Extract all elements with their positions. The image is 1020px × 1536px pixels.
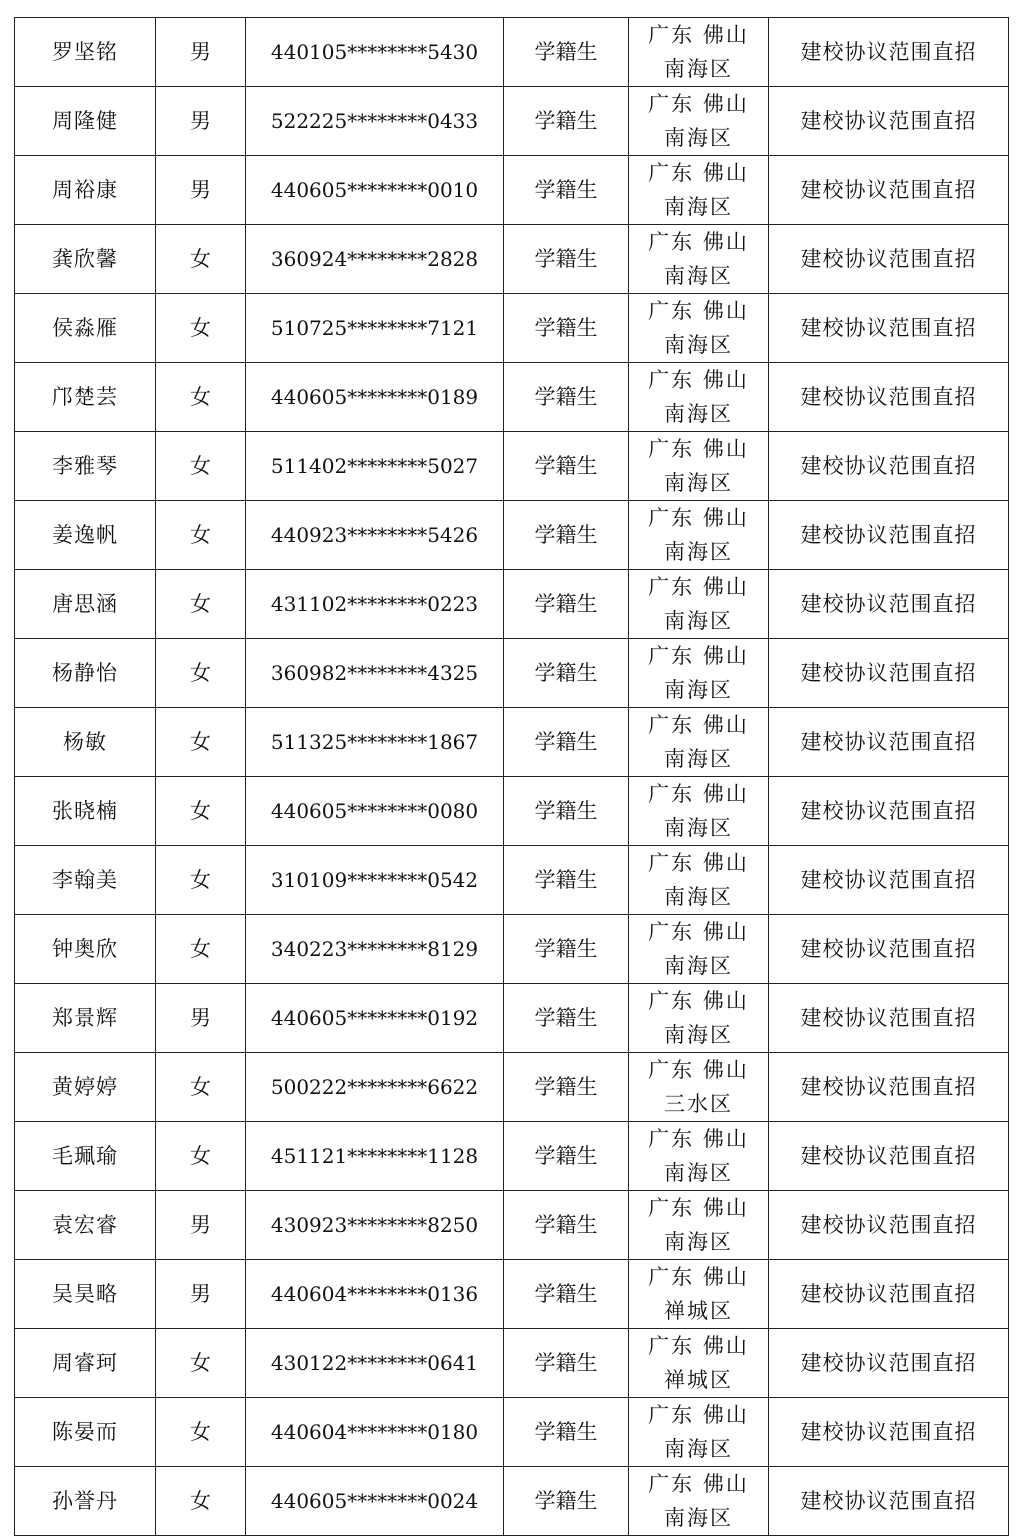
location-cell <box>629 432 769 501</box>
gender-cell: 女 <box>156 915 246 984</box>
gender-cell: 男 <box>156 156 246 225</box>
id-number-cell: 440105********5430 <box>246 18 504 87</box>
enrollment-status-cell: 学籍生 <box>504 501 629 570</box>
enrollment-status-cell: 学籍生 <box>504 1053 629 1122</box>
id-number-cell: 430923********8250 <box>246 1191 504 1260</box>
gender-cell: 女 <box>156 708 246 777</box>
student-name-cell: 李翰美 <box>15 846 156 915</box>
student-name-cell: 吴昊略 <box>15 1260 156 1329</box>
enrollment-status-cell: 学籍生 <box>504 1260 629 1329</box>
id-number-cell: 440605********0192 <box>246 984 504 1053</box>
admission-type-cell: 建校协议范围直招 <box>769 570 1009 639</box>
student-name-cell: 唐思涵 <box>15 570 156 639</box>
gender-cell: 女 <box>156 363 246 432</box>
student-name-cell: 龚欣馨 <box>15 225 156 294</box>
location-line-province-city: 广东 佛山 <box>648 368 749 392</box>
enrollment-status-cell: 学籍生 <box>504 432 629 501</box>
location-line-province-city: 广东 佛山 <box>648 23 749 47</box>
location-line-district: 南海区 <box>664 402 733 426</box>
student-name-cell: 邝楚芸 <box>15 363 156 432</box>
location-cell <box>629 984 769 1053</box>
location-cell <box>629 1053 769 1122</box>
gender-cell: 女 <box>156 846 246 915</box>
student-name-cell: 钟奥欣 <box>15 915 156 984</box>
table-row <box>15 87 1009 156</box>
location-line-province-city: 广东 佛山 <box>648 437 749 461</box>
gender-cell: 女 <box>156 1053 246 1122</box>
id-number-cell: 440605********0080 <box>246 777 504 846</box>
gender-cell: 女 <box>156 1467 246 1536</box>
location-line-district: 南海区 <box>664 1506 733 1530</box>
admission-type-cell: 建校协议范围直招 <box>769 363 1009 432</box>
admission-type-cell: 建校协议范围直招 <box>769 1191 1009 1260</box>
enrollment-status-cell: 学籍生 <box>504 363 629 432</box>
admission-type-cell: 建校协议范围直招 <box>769 294 1009 363</box>
gender-cell: 男 <box>156 18 246 87</box>
gender-cell: 女 <box>156 1329 246 1398</box>
location-line-district: 南海区 <box>664 885 733 909</box>
location-line-district: 南海区 <box>664 1161 733 1185</box>
id-number-cell: 440605********0024 <box>246 1467 504 1536</box>
gender-cell: 女 <box>156 777 246 846</box>
student-name-cell: 李雅琴 <box>15 432 156 501</box>
id-number-cell: 440605********0010 <box>246 156 504 225</box>
location-line-district: 南海区 <box>664 1023 733 1047</box>
location-line-district: 南海区 <box>664 333 733 357</box>
gender-cell: 男 <box>156 87 246 156</box>
enrollment-status-cell: 学籍生 <box>504 1329 629 1398</box>
location-line-province-city: 广东 佛山 <box>648 920 749 944</box>
location-line-district: 三水区 <box>664 1092 733 1116</box>
location-line-province-city: 广东 佛山 <box>648 782 749 806</box>
location-cell <box>629 1467 769 1536</box>
location-cell <box>629 1191 769 1260</box>
location-line-province-city: 广东 佛山 <box>648 230 749 254</box>
id-number-cell: 522225********0433 <box>246 87 504 156</box>
location-line-district: 南海区 <box>664 954 733 978</box>
admission-type-cell: 建校协议范围直招 <box>769 846 1009 915</box>
location-line-province-city: 广东 佛山 <box>648 161 749 185</box>
location-line-province-city: 广东 佛山 <box>648 1403 749 1427</box>
location-cell <box>629 570 769 639</box>
location-line-district: 禅城区 <box>664 1368 733 1392</box>
table-row <box>15 1053 1009 1122</box>
table-row <box>15 570 1009 639</box>
enrollment-status-cell: 学籍生 <box>504 708 629 777</box>
enrollment-status-cell: 学籍生 <box>504 1122 629 1191</box>
enrollment-status-cell: 学籍生 <box>504 639 629 708</box>
table-row <box>15 156 1009 225</box>
enrollment-status-cell: 学籍生 <box>504 846 629 915</box>
id-number-cell: 511402********5027 <box>246 432 504 501</box>
location-line-province-city: 广东 佛山 <box>648 92 749 116</box>
id-number-cell: 440604********0180 <box>246 1398 504 1467</box>
location-cell <box>629 708 769 777</box>
enrollment-status-cell: 学籍生 <box>504 87 629 156</box>
gender-cell: 女 <box>156 501 246 570</box>
id-number-cell: 440923********5426 <box>246 501 504 570</box>
student-name-cell: 周隆健 <box>15 87 156 156</box>
gender-cell: 女 <box>156 294 246 363</box>
student-name-cell: 孙誉丹 <box>15 1467 156 1536</box>
location-line-district: 南海区 <box>664 1230 733 1254</box>
location-cell <box>629 1260 769 1329</box>
id-number-cell: 510725********7121 <box>246 294 504 363</box>
location-cell <box>629 156 769 225</box>
enrollment-status-cell: 学籍生 <box>504 156 629 225</box>
location-cell <box>629 777 769 846</box>
id-number-cell: 360982********4325 <box>246 639 504 708</box>
student-name-cell: 罗坚铭 <box>15 18 156 87</box>
admission-type-cell: 建校协议范围直招 <box>769 1053 1009 1122</box>
admission-type-cell: 建校协议范围直招 <box>769 87 1009 156</box>
location-line-province-city: 广东 佛山 <box>648 1127 749 1151</box>
location-line-district: 南海区 <box>664 609 733 633</box>
location-cell <box>629 363 769 432</box>
location-line-district: 南海区 <box>664 126 733 150</box>
enrollment-status-cell: 学籍生 <box>504 1467 629 1536</box>
roster-body <box>15 18 1009 1536</box>
gender-cell: 女 <box>156 570 246 639</box>
location-line-province-city: 广东 佛山 <box>648 506 749 530</box>
location-cell <box>629 87 769 156</box>
location-line-province-city: 广东 佛山 <box>648 989 749 1013</box>
location-line-province-city: 广东 佛山 <box>648 1334 749 1358</box>
location-line-province-city: 广东 佛山 <box>648 1472 749 1496</box>
location-line-district: 南海区 <box>664 540 733 564</box>
table-row <box>15 1191 1009 1260</box>
id-number-cell: 440605********0189 <box>246 363 504 432</box>
admission-type-cell: 建校协议范围直招 <box>769 1329 1009 1398</box>
location-line-province-city: 广东 佛山 <box>648 575 749 599</box>
table-row <box>15 294 1009 363</box>
admission-type-cell: 建校协议范围直招 <box>769 1467 1009 1536</box>
admission-type-cell: 建校协议范围直招 <box>769 1398 1009 1467</box>
location-line-province-city: 广东 佛山 <box>648 1058 749 1082</box>
location-line-district: 南海区 <box>664 747 733 771</box>
location-line-province-city: 广东 佛山 <box>648 851 749 875</box>
gender-cell: 男 <box>156 1260 246 1329</box>
table-row <box>15 915 1009 984</box>
table-row <box>15 1329 1009 1398</box>
student-name-cell: 毛珮瑜 <box>15 1122 156 1191</box>
location-line-province-city: 广东 佛山 <box>648 1196 749 1220</box>
id-number-cell: 340223********8129 <box>246 915 504 984</box>
id-number-cell: 500222********6622 <box>246 1053 504 1122</box>
student-name-cell: 杨敏 <box>15 708 156 777</box>
student-name-cell: 袁宏睿 <box>15 1191 156 1260</box>
admission-type-cell: 建校协议范围直招 <box>769 225 1009 294</box>
location-line-district: 南海区 <box>664 816 733 840</box>
location-line-district: 南海区 <box>664 471 733 495</box>
location-line-province-city: 广东 佛山 <box>648 1265 749 1289</box>
table-row <box>15 1122 1009 1191</box>
student-name-cell: 侯淼雁 <box>15 294 156 363</box>
id-number-cell: 360924********2828 <box>246 225 504 294</box>
gender-cell: 男 <box>156 1191 246 1260</box>
enrollment-status-cell: 学籍生 <box>504 294 629 363</box>
id-number-cell: 440604********0136 <box>246 1260 504 1329</box>
enrollment-status-cell: 学籍生 <box>504 18 629 87</box>
table-row <box>15 18 1009 87</box>
location-line-province-city: 广东 佛山 <box>648 644 749 668</box>
table-row <box>15 639 1009 708</box>
student-name-cell: 黄婷婷 <box>15 1053 156 1122</box>
admission-type-cell: 建校协议范围直招 <box>769 1260 1009 1329</box>
table-row <box>15 501 1009 570</box>
location-cell <box>629 501 769 570</box>
location-line-district: 南海区 <box>664 264 733 288</box>
id-number-cell: 511325********1867 <box>246 708 504 777</box>
location-line-district: 南海区 <box>664 1437 733 1461</box>
enrollment-status-cell: 学籍生 <box>504 1191 629 1260</box>
enrollment-status-cell: 学籍生 <box>504 984 629 1053</box>
id-number-cell: 310109********0542 <box>246 846 504 915</box>
admission-type-cell: 建校协议范围直招 <box>769 915 1009 984</box>
location-cell <box>629 294 769 363</box>
table-row <box>15 777 1009 846</box>
admission-type-cell: 建校协议范围直招 <box>769 708 1009 777</box>
gender-cell: 女 <box>156 1122 246 1191</box>
table-row <box>15 846 1009 915</box>
student-name-cell: 姜逸帆 <box>15 501 156 570</box>
gender-cell: 女 <box>156 225 246 294</box>
enrollment-status-cell: 学籍生 <box>504 1398 629 1467</box>
admission-type-cell: 建校协议范围直招 <box>769 639 1009 708</box>
admission-type-cell: 建校协议范围直招 <box>769 501 1009 570</box>
id-number-cell: 431102********0223 <box>246 570 504 639</box>
gender-cell: 女 <box>156 639 246 708</box>
gender-cell: 女 <box>156 432 246 501</box>
location-cell <box>629 1398 769 1467</box>
student-name-cell: 郑景辉 <box>15 984 156 1053</box>
location-line-district: 南海区 <box>664 57 733 81</box>
location-line-district: 南海区 <box>664 678 733 702</box>
location-line-province-city: 广东 佛山 <box>648 713 749 737</box>
table-row <box>15 1260 1009 1329</box>
admission-type-cell: 建校协议范围直招 <box>769 1122 1009 1191</box>
enrollment-status-cell: 学籍生 <box>504 777 629 846</box>
enrollment-status-cell: 学籍生 <box>504 915 629 984</box>
gender-cell: 女 <box>156 1398 246 1467</box>
table-row <box>15 708 1009 777</box>
gender-cell: 男 <box>156 984 246 1053</box>
admission-type-cell: 建校协议范围直招 <box>769 777 1009 846</box>
location-cell <box>629 225 769 294</box>
table-row <box>15 1467 1009 1536</box>
location-cell <box>629 639 769 708</box>
id-number-cell: 430122********0641 <box>246 1329 504 1398</box>
location-cell <box>629 18 769 87</box>
enrollment-status-cell: 学籍生 <box>504 225 629 294</box>
location-cell <box>629 1122 769 1191</box>
table-row <box>15 225 1009 294</box>
student-roster-table <box>14 17 1009 1536</box>
admission-type-cell: 建校协议范围直招 <box>769 156 1009 225</box>
admission-type-cell: 建校协议范围直招 <box>769 984 1009 1053</box>
admission-type-cell: 建校协议范围直招 <box>769 18 1009 87</box>
table-row <box>15 1398 1009 1467</box>
location-line-district: 南海区 <box>664 195 733 219</box>
table-row <box>15 984 1009 1053</box>
admission-type-cell: 建校协议范围直招 <box>769 432 1009 501</box>
student-name-cell: 张晓楠 <box>15 777 156 846</box>
location-cell <box>629 915 769 984</box>
id-number-cell: 451121********1128 <box>246 1122 504 1191</box>
location-line-province-city: 广东 佛山 <box>648 299 749 323</box>
enrollment-status-cell: 学籍生 <box>504 570 629 639</box>
student-name-cell: 陈晏而 <box>15 1398 156 1467</box>
location-cell <box>629 1329 769 1398</box>
student-name-cell: 杨静怡 <box>15 639 156 708</box>
student-name-cell: 周裕康 <box>15 156 156 225</box>
student-name-cell: 周睿珂 <box>15 1329 156 1398</box>
table-row <box>15 363 1009 432</box>
location-cell <box>629 846 769 915</box>
location-line-district: 禅城区 <box>664 1299 733 1323</box>
table-row <box>15 432 1009 501</box>
